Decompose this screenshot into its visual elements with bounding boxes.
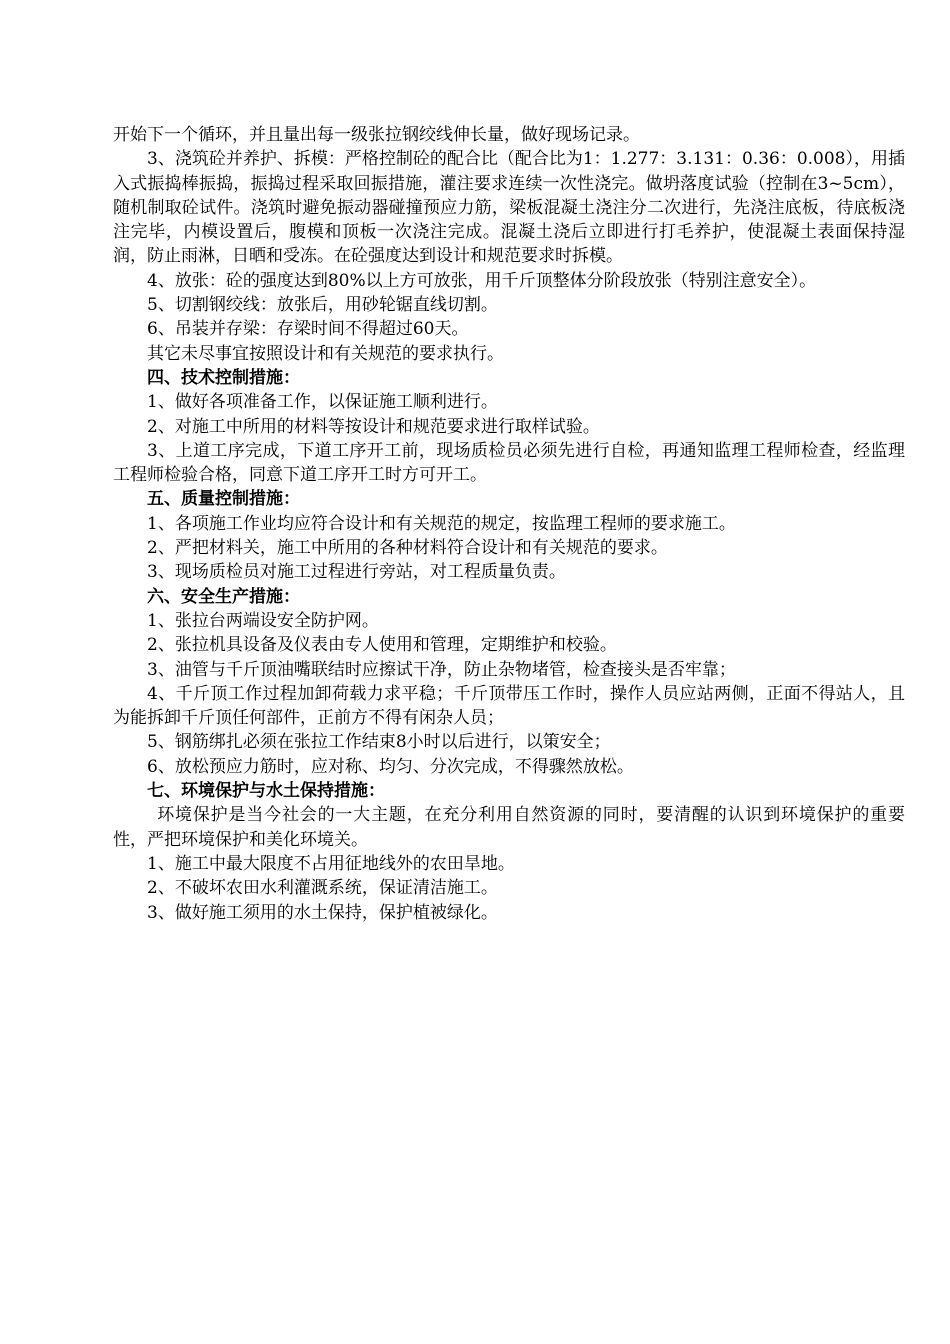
paragraph: 4、千斤顶工作过程加卸荷载力求平稳；千斤顶带压工作时，操作人员应站两侧，正面不得站人，且为能拆卸千斤顶任何部件，正前方不得有闲杂人员； (113, 683, 905, 729)
paragraph: 1、张拉台两端设安全防护网。 (147, 610, 379, 631)
document-page (113, 123, 905, 925)
paragraph: 3、现场质检员对施工过程进行旁站，对工程质量负责。 (147, 562, 566, 583)
paragraph: 6、吊装并存梁：存梁时间不得超过60天。 (147, 319, 469, 340)
paragraph: 环境保护是当今社会的一大主题，在充分利用自然资源的同时，要清醒的认识到环境保护的重要性，严把环境保护和美化环境关。 (113, 805, 905, 850)
section-heading: 五、质量控制措施： (147, 489, 300, 510)
paragraph: 6、放松预应力筋时，应对称、均匀、分次完成，不得骤然放松。 (147, 756, 634, 777)
paragraph: 1、各项施工作业均应符合设计和有关规范的规定，按监理工程师的要求施工。 (147, 513, 736, 534)
paragraph: 3、上道工序完成，下道工序开工前，现场质检员必须先进行自检，再通知监理工程师检查，经监理工程师检验合格，同意下道工序开工时方可开工。 (113, 440, 905, 486)
paragraph: 5、切割钢绞线：放张后，用砂轮锯直线切割。 (147, 295, 498, 316)
paragraph: 4、放张：砼的强度达到80%以上方可放张，用千斤顶整体分阶段放张（特别注意安全）。 (147, 270, 817, 291)
paragraph: 开始下一个循环，并且量出每一级张拉钢绞线伸长量，做好现场记录。 (113, 125, 640, 145)
paragraph: 2、对施工中所用的材料等按设计和规范要求进行取样试验。 (147, 416, 600, 437)
paragraph: 1、施工中最大限度不占用征地线外的农田旱地。 (147, 853, 515, 874)
paragraph: 5、钢筋绑扎必须在张拉工作结束8小时以后进行，以策安全； (147, 732, 611, 753)
paragraph: 3、油管与千斤顶油嘴联结时应擦试干净，防止杂物堵管，检查接头是否牢靠； (147, 659, 736, 680)
paragraph: 3、浇筑砼并养护、拆模：严格控制砼的配合比（配合比为1：1.277：3.131：0.36：0.008），用插入式振捣棒振捣，振捣过程采取回振措施，灌注要求连续一次性浇完。做坍落度试验（控制在3~5cm），随机制取砼试件。浇筑时避免振动器碰撞预应力筋，梁板混凝土浇注分二次进行，先浇注底板，待底板浇注完毕，内模设置后，腹模和顶板一次浇注完成。混凝土浇后立即进行打毛养护，使混凝土表面保持湿润，防止雨淋，日晒和受冻。在砼强度达到设计和规范要求时拆模。 (113, 149, 905, 267)
paragraph: 2、不破坏农田水利灌溉系统，保证清洁施工。 (147, 878, 498, 899)
paragraph: 其它未尽事宜按照设计和有关规范的要求执行。 (147, 343, 504, 364)
section-heading: 六、安全生产措施： (147, 586, 300, 607)
paragraph: 3、做好施工须用的水土保持，保护植被绿化。 (147, 902, 498, 923)
section-heading: 四、技术控制措施： (147, 367, 300, 388)
paragraph: 2、张拉机具设备及仪表由专人使用和管理，定期维护和校验。 (147, 635, 617, 656)
paragraph: 1、做好各项准备工作，以保证施工顺利进行。 (147, 392, 498, 413)
section-heading: 七、环境保护与水土保持措施： (147, 781, 385, 802)
paragraph: 2、严把材料关，施工中所用的各种材料符合设计和有关规范的要求。 (147, 538, 668, 559)
